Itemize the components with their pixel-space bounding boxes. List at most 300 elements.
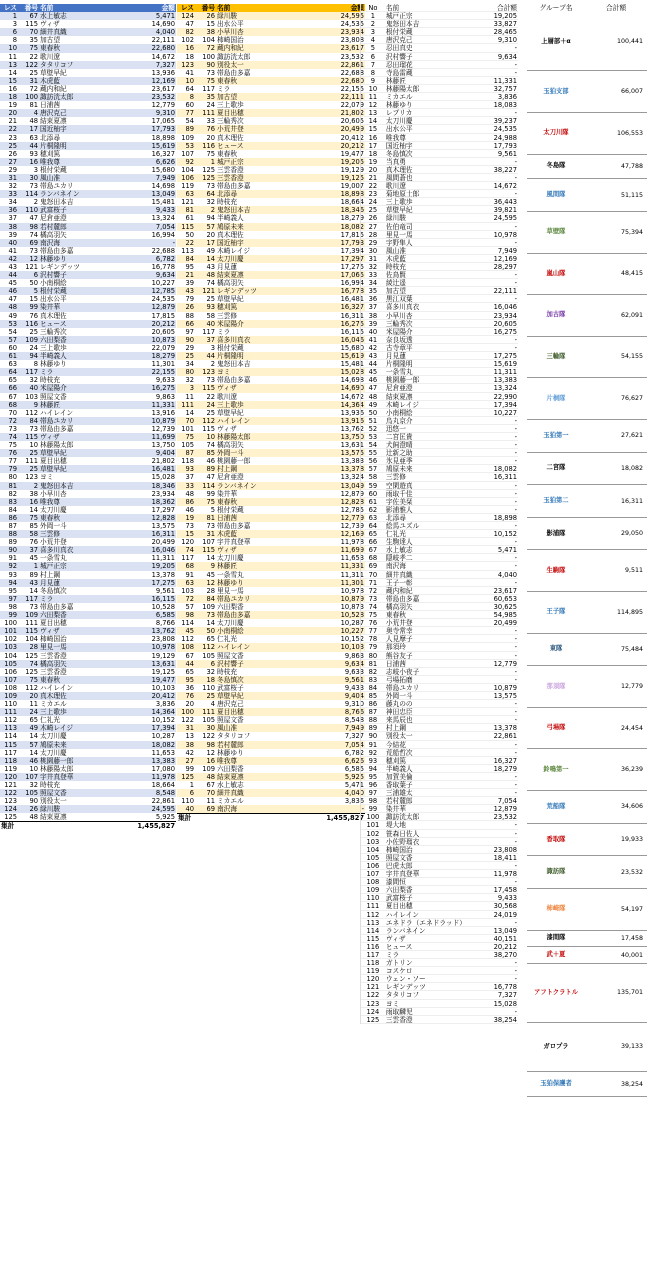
table_b-cell[interactable]: 75: [185, 432, 194, 441]
table_c-cell[interactable]: 小南桐絵: [385, 408, 413, 416]
table_c-cell[interactable]: 三雲修: [385, 473, 406, 481]
table_b-cell[interactable]: 13,750: [340, 432, 364, 441]
table_b-cell[interactable]: 13,936: [340, 408, 364, 417]
table_a-cell[interactable]: 23: [8, 133, 17, 142]
table_c-cell[interactable]: 16,046: [493, 303, 517, 311]
table_b-cell[interactable]: 林藤陽太郎: [217, 432, 251, 441]
table_b-cell[interactable]: 14: [206, 554, 215, 563]
table_b-cell[interactable]: 22,111: [340, 93, 364, 102]
table_a-cell[interactable]: 1: [33, 562, 38, 571]
table_b-cell[interactable]: 16,311: [340, 311, 364, 320]
table_a-cell[interactable]: 14,698: [151, 182, 175, 191]
table_c-cell[interactable]: 62: [368, 505, 378, 513]
table_c-cell[interactable]: 巴虎太郎: [385, 861, 413, 870]
table_a-cell[interactable]: 水上敏志: [40, 12, 67, 21]
table_c-cell[interactable]: 犬飼澄晴: [385, 441, 413, 449]
table_c-cell[interactable]: 7,054: [497, 797, 517, 805]
group-total[interactable]: 24,454: [620, 724, 643, 732]
table_a-cell[interactable]: 三雲修: [40, 530, 61, 539]
table_a-cell[interactable]: ミカエル: [40, 700, 67, 709]
table_b-cell[interactable]: 村上鋼: [217, 465, 238, 474]
table_a-cell[interactable]: 25: [29, 465, 38, 474]
table_a-cell[interactable]: 29: [8, 165, 17, 174]
table_c-cell[interactable]: -: [514, 781, 517, 789]
table_b-cell[interactable]: 10,103: [340, 643, 364, 652]
table_a-cell[interactable]: 31: [8, 173, 17, 182]
table_c-cell[interactable]: 林藤匠: [385, 76, 406, 84]
table_a-cell[interactable]: 時枝充: [40, 376, 61, 385]
table_b-cell[interactable]: 1: [189, 781, 194, 789]
table_b-cell[interactable]: 34: [185, 360, 194, 369]
table_b-cell[interactable]: 林藤匠: [217, 562, 238, 571]
group-name[interactable]: 玉狛第二: [543, 497, 569, 504]
table_c-cell[interactable]: 124: [366, 1007, 380, 1015]
table_a-header-cell[interactable]: レス: [3, 4, 17, 12]
table_a-cell[interactable]: 70: [8, 408, 17, 417]
table_a-cell[interactable]: 90: [8, 546, 17, 555]
table_c-cell[interactable]: -: [514, 424, 517, 432]
table_c-cell[interactable]: 54,985: [493, 611, 517, 619]
table_c-cell[interactable]: 村上鋼: [385, 724, 406, 732]
table_a-cell[interactable]: 37: [29, 546, 38, 555]
table_c-cell[interactable]: 110: [366, 894, 380, 902]
table_a-cell[interactable]: 23,617: [151, 84, 175, 93]
group-total[interactable]: 48,415: [620, 270, 643, 278]
table_b-cell[interactable]: 11,978: [340, 538, 364, 547]
table_b-cell[interactable]: 1: [210, 157, 215, 166]
table_a-cell[interactable]: 草壁早紀: [40, 465, 67, 474]
table_a-cell[interactable]: 9: [33, 400, 38, 409]
table_c-cell[interactable]: -: [514, 295, 517, 303]
table_c-cell[interactable]: 空閑遊真: [385, 481, 413, 489]
table_c-cell[interactable]: -: [514, 190, 517, 198]
table_b-cell[interactable]: 109: [202, 764, 215, 773]
table_c-cell[interactable]: 29: [368, 238, 378, 246]
table_c-cell[interactable]: 諏訪洸太郎: [385, 813, 420, 821]
table_b-cell[interactable]: ミラ: [217, 327, 231, 336]
table_b-cell[interactable]: 米屋陽介: [217, 319, 244, 328]
group-name[interactable]: 香取隊: [546, 835, 566, 843]
table_c-cell[interactable]: -: [514, 716, 517, 724]
table_b-cell[interactable]: 加古望: [217, 93, 238, 102]
table_a-cell[interactable]: 18,279: [151, 352, 175, 361]
table_b-header-cell[interactable]: 番号: [201, 4, 215, 12]
table_c-cell[interactable]: 24,019: [493, 910, 517, 918]
table_b-cell[interactable]: 73: [206, 182, 215, 191]
group-total[interactable]: 100,441: [616, 38, 643, 46]
table_c-cell[interactable]: 22,111: [493, 287, 517, 295]
table_c-cell[interactable]: 35: [368, 287, 378, 295]
table_a-cell[interactable]: 12,739: [151, 424, 175, 433]
table_a-cell[interactable]: 25: [29, 68, 38, 77]
table_c-cell[interactable]: 冬島慎次: [385, 149, 413, 157]
table_a-cell[interactable]: 27: [8, 157, 17, 166]
table_c-cell[interactable]: -: [514, 740, 517, 748]
table_a-cell[interactable]: 106: [4, 667, 17, 676]
table_c-cell[interactable]: 1: [370, 12, 376, 20]
table_c-cell[interactable]: 13,575: [493, 691, 517, 700]
table_a-cell[interactable]: 25: [29, 327, 38, 336]
table_c-cell[interactable]: 46: [368, 376, 378, 384]
table_b-cell[interactable]: 73: [206, 68, 215, 77]
table_a-cell[interactable]: 103: [4, 643, 17, 652]
table_b-cell[interactable]: 細井真織: [217, 789, 244, 798]
table_c-cell[interactable]: 13,049: [493, 926, 517, 934]
table_a-cell[interactable]: 照屋文香: [40, 789, 67, 798]
table_a-cell[interactable]: 80: [8, 473, 17, 482]
table_c-cell[interactable]: 65: [368, 530, 378, 538]
table_a-cell[interactable]: 8,766: [155, 619, 175, 628]
table_c-cell[interactable]: 125: [366, 1015, 380, 1023]
table_a-cell[interactable]: 三輪秀次: [40, 327, 67, 336]
table_c-cell[interactable]: 菊地原士郎: [385, 190, 420, 198]
table_c-cell[interactable]: -: [514, 457, 517, 465]
table_c-cell[interactable]: 生駒達人: [385, 538, 413, 546]
table_a-cell[interactable]: 国近柚宇: [40, 125, 67, 134]
table_c-cell[interactable]: 15,028: [493, 999, 517, 1007]
table_b-cell[interactable]: 里見一馬: [217, 586, 244, 595]
table_b-cell[interactable]: 112: [181, 635, 194, 644]
table_b-cell[interactable]: 84: [206, 594, 215, 603]
table_c-cell[interactable]: 53: [368, 432, 378, 441]
table_a-cell[interactable]: 115: [25, 432, 38, 441]
table_a-cell[interactable]: 16: [29, 497, 38, 506]
table_b-cell[interactable]: 100: [181, 708, 194, 717]
table_c-cell[interactable]: 97: [368, 789, 378, 797]
table_b-cell[interactable]: 帯島由多嘉: [217, 68, 251, 77]
table_c-cell[interactable]: 水上敏志: [385, 546, 413, 554]
table_b-header-cell[interactable]: 金額: [350, 4, 364, 12]
table_a-cell[interactable]: 28: [29, 643, 38, 652]
table_a-cell[interactable]: 16: [8, 84, 17, 93]
table_b-cell[interactable]: 15: [185, 530, 194, 539]
table_c-cell[interactable]: 33,827: [493, 20, 517, 28]
table_a-cell[interactable]: 帯島ユカリ: [40, 182, 74, 191]
table_a-cell[interactable]: 10,873: [151, 335, 175, 344]
table_c-cell[interactable]: 113: [366, 918, 380, 926]
table_a-cell[interactable]: レギンデッツ: [40, 263, 80, 271]
table_c-cell[interactable]: -: [514, 789, 517, 797]
table_a-cell[interactable]: 74: [8, 432, 17, 441]
table_a-cell[interactable]: 17,793: [151, 125, 175, 134]
table_b-cell[interactable]: 73: [206, 522, 215, 530]
table_c-cell[interactable]: 49: [368, 400, 378, 408]
table_c-cell[interactable]: 11,978: [493, 870, 517, 878]
table_b-cell[interactable]: 85: [206, 449, 215, 458]
table_c-cell[interactable]: 23,617: [493, 586, 517, 594]
table_b-cell[interactable]: 9,310: [344, 700, 364, 709]
table_c-cell[interactable]: 沢村響子: [385, 52, 413, 60]
table_b-cell[interactable]: 6,585: [344, 764, 364, 773]
table_b-cell[interactable]: 104: [202, 36, 215, 45]
table_c-cell[interactable]: 40: [368, 327, 378, 335]
table_a-cell[interactable]: 112: [25, 683, 38, 692]
group-name[interactable]: アフトクラトル: [534, 988, 578, 996]
table_c-cell[interactable]: 33: [368, 271, 378, 279]
table_c-cell[interactable]: 76: [368, 619, 378, 627]
table_b-cell[interactable]: 33: [185, 481, 194, 490]
table_b-cell[interactable]: 5: [210, 505, 215, 514]
group-name[interactable]: 太刀川隊: [543, 129, 569, 137]
table_b-cell[interactable]: 31: [206, 530, 215, 539]
table_b-cell[interactable]: 13,049: [340, 481, 364, 490]
table_a-cell[interactable]: ハイレイン: [40, 408, 74, 417]
table_a-cell[interactable]: 20: [29, 691, 38, 700]
table_c-cell[interactable]: 片桐隆明: [385, 360, 413, 368]
table_a-cell[interactable]: 米屋陽介: [40, 384, 67, 393]
table_b-cell[interactable]: 115: [202, 424, 215, 433]
table_b-cell[interactable]: 73: [206, 376, 215, 385]
table_c-cell[interactable]: 城戸正宗: [385, 12, 413, 20]
table_a-cell[interactable]: 49: [29, 724, 38, 733]
table_b-cell[interactable]: 外岡一斗: [217, 449, 244, 458]
table_c-cell[interactable]: 黒江双葉: [385, 295, 413, 303]
table_b-cell[interactable]: 105: [202, 651, 215, 660]
group-total[interactable]: 51,115: [620, 191, 643, 199]
table_b-cell[interactable]: 33: [206, 117, 215, 126]
table_c-cell[interactable]: 59: [368, 481, 378, 489]
table_c-cell[interactable]: 三雲香澄: [385, 1015, 413, 1023]
group-total[interactable]: 106,553: [616, 129, 643, 137]
table_a-cell[interactable]: 48: [29, 813, 38, 822]
table_a-cell[interactable]: 14,690: [151, 20, 175, 29]
table_a-cell[interactable]: 11,301: [151, 360, 175, 369]
table_a-cell[interactable]: 117: [25, 594, 38, 603]
table_b-cell[interactable]: 11: [206, 797, 215, 806]
table_b-cell[interactable]: 16,327: [340, 303, 364, 312]
table_a-cell[interactable]: 14,672: [151, 52, 175, 61]
table_c-cell[interactable]: 57: [368, 465, 378, 473]
table_c-cell[interactable]: 帯島由多嘉: [385, 594, 420, 602]
table_c-cell[interactable]: 緑川駿: [385, 214, 406, 222]
table_a-cell[interactable]: 33: [8, 190, 17, 199]
table_a-cell[interactable]: 36: [8, 206, 17, 215]
table_a-cell[interactable]: 16,778: [151, 263, 175, 271]
table_a-cell[interactable]: 74: [29, 659, 38, 668]
group-name[interactable]: 柿崎隊: [546, 905, 566, 913]
table_c-cell[interactable]: 7: [370, 60, 376, 68]
table_b-cell[interactable]: 39: [185, 279, 194, 288]
table_b-cell[interactable]: 103: [181, 586, 194, 595]
table_a-cell[interactable]: 6,585: [155, 611, 175, 620]
table_a-cell[interactable]: 75: [29, 44, 38, 53]
table_b-cell[interactable]: 75: [206, 149, 215, 158]
table_b-cell[interactable]: 13,383: [340, 457, 364, 466]
table_a-cell[interactable]: 110: [25, 206, 38, 215]
table_c-cell[interactable]: 当真勇: [385, 157, 406, 165]
table_b-cell[interactable]: 2: [210, 206, 215, 215]
table_b-cell[interactable]: 26: [206, 12, 215, 21]
table_b-cell[interactable]: 120: [181, 538, 194, 547]
group-total[interactable]: 29,050: [620, 530, 643, 538]
table_b-cell[interactable]: 37: [206, 335, 215, 344]
table_a-cell[interactable]: 103: [25, 392, 38, 401]
table_c-cell[interactable]: 80: [368, 651, 378, 659]
table_c-cell[interactable]: エネドラ（エネドラッド）: [385, 918, 466, 926]
table_a-cell[interactable]: 宇井真登華: [40, 772, 74, 781]
table_a-cell[interactable]: 54: [8, 327, 17, 336]
table_c-cell[interactable]: 絵馬ユズル: [385, 522, 420, 530]
table_a-cell[interactable]: 13,762: [151, 627, 175, 636]
table_a-cell[interactable]: 木虎藍: [40, 76, 61, 85]
table_c-cell[interactable]: 60,653: [493, 594, 517, 602]
group-name[interactable]: 草壁隊: [546, 228, 566, 236]
table_b-cell[interactable]: 73: [185, 522, 194, 530]
table_b-cell[interactable]: 65: [206, 635, 215, 644]
table_a-cell[interactable]: 22,688: [151, 246, 175, 255]
table_a-cell[interactable]: 22,079: [151, 343, 175, 352]
table_b-cell[interactable]: 六田梨香: [217, 764, 244, 773]
table_b-cell[interactable]: 75: [206, 497, 215, 506]
table_a-cell[interactable]: 三上歌歩: [40, 343, 67, 352]
table_c-cell[interactable]: ミラ: [385, 950, 400, 959]
table_a-cell[interactable]: 23,532: [151, 93, 175, 102]
table_c-cell[interactable]: 102: [366, 829, 380, 837]
group-total[interactable]: 23,532: [620, 868, 643, 876]
table_c-cell[interactable]: 17,275: [493, 352, 517, 360]
table_c-cell[interactable]: 111: [366, 902, 380, 910]
table_c-cell[interactable]: 三上歌歩: [385, 198, 413, 206]
table_a-cell[interactable]: 19,125: [151, 667, 175, 676]
group-total[interactable]: 38,254: [620, 1080, 643, 1088]
table_b-cell[interactable]: 24: [206, 101, 215, 110]
table_b-cell[interactable]: ハイレイン: [217, 416, 251, 425]
table_b-cell[interactable]: 123: [202, 368, 215, 377]
table_a-cell[interactable]: 5: [33, 287, 38, 296]
table_b-cell[interactable]: 三雲香澄: [217, 165, 244, 174]
table_a-cell[interactable]: 22,155: [151, 368, 175, 377]
table_b-cell[interactable]: 110: [202, 683, 215, 692]
table_b-cell[interactable]: 12,879: [340, 489, 364, 498]
table_b-cell[interactable]: 尼倉亜澄: [217, 473, 244, 482]
table_b-cell[interactable]: 112: [202, 416, 215, 425]
table_b-cell[interactable]: 林藤ゆり: [217, 748, 244, 757]
table_a-cell[interactable]: 結束夏凛: [40, 117, 67, 126]
table_b-cell[interactable]: 22,680: [340, 76, 364, 85]
table_b-cell[interactable]: 66: [185, 319, 194, 328]
table_c-cell[interactable]: 今結花: [385, 740, 406, 748]
table_b-cell[interactable]: 32: [206, 667, 215, 676]
table_b-cell[interactable]: 4: [210, 700, 215, 709]
table_a-cell[interactable]: 18,362: [151, 497, 175, 506]
table_b-cell[interactable]: 40: [185, 805, 194, 814]
table_c-cell[interactable]: 68: [368, 554, 378, 562]
table_c-cell[interactable]: 30,568: [493, 902, 517, 910]
table_b-cell[interactable]: 13,762: [340, 424, 364, 433]
table_a-cell[interactable]: 90: [29, 797, 38, 806]
table_a-cell[interactable]: 24,595: [151, 805, 175, 814]
table_b-cell[interactable]: 89: [206, 465, 215, 474]
table_b-cell[interactable]: 17,275: [340, 263, 364, 271]
table_a-cell[interactable]: 73: [8, 424, 17, 433]
table_a-cell[interactable]: 75: [29, 675, 38, 684]
table_a-cell[interactable]: 別役太一: [40, 797, 67, 806]
table_b-cell[interactable]: 81: [206, 513, 215, 522]
table_a-cell[interactable]: 尼倉亜澄: [40, 214, 67, 223]
table_a-cell[interactable]: 84: [29, 416, 38, 425]
table_c-cell[interactable]: 結束夏凛: [385, 392, 413, 400]
table_a-cell[interactable]: 10,978: [151, 643, 175, 652]
table_b-cell[interactable]: 113: [181, 246, 194, 255]
table_a-cell[interactable]: 77: [8, 457, 17, 466]
table_c-cell[interactable]: 119: [366, 967, 380, 975]
table_a-cell[interactable]: 16,311: [151, 530, 175, 539]
table_b-cell[interactable]: 9,433: [344, 683, 364, 692]
table_b-cell[interactable]: 50: [206, 627, 215, 636]
table_b-cell[interactable]: 11: [185, 392, 194, 401]
table_a-cell[interactable]: 14: [29, 505, 38, 514]
table_c-cell[interactable]: -: [514, 821, 517, 829]
table_b-cell[interactable]: 17,394: [340, 246, 364, 255]
table_a-cell[interactable]: 81: [8, 481, 17, 490]
table_a-cell[interactable]: 11: [29, 700, 38, 709]
table_a-cell[interactable]: 111: [25, 619, 38, 628]
group-name[interactable]: 荒船隊: [546, 802, 566, 810]
table_b-cell[interactable]: 8,766: [344, 708, 364, 717]
table_c-cell[interactable]: 115: [366, 934, 380, 942]
table_b-cell[interactable]: 18,664: [340, 198, 364, 207]
table_c-cell[interactable]: 54: [368, 441, 378, 449]
table_a-cell[interactable]: 緑川駿: [40, 805, 61, 814]
table_b-cell[interactable]: 82: [185, 28, 194, 37]
table_a-cell[interactable]: 3,836: [155, 700, 175, 709]
table_a-cell[interactable]: 13,383: [151, 756, 175, 765]
table_a-cell[interactable]: 53: [8, 319, 17, 328]
table_b-cell[interactable]: 16,778: [340, 287, 364, 296]
table_a-cell[interactable]: 125: [25, 667, 38, 676]
table_a-cell[interactable]: 夏目出穂: [40, 457, 67, 466]
table_c-cell[interactable]: 9,310: [497, 36, 517, 44]
table_b-cell[interactable]: 月見蓮: [217, 263, 238, 271]
table_b-cell[interactable]: 107: [202, 538, 215, 547]
table_b-cell[interactable]: 18,279: [340, 214, 364, 223]
table_a-cell[interactable]: 帯島ユカリ: [40, 416, 74, 425]
table_b-cell[interactable]: 50: [185, 230, 194, 239]
table_c-cell[interactable]: 神田忠臣: [385, 708, 413, 716]
table_b-cell[interactable]: 22,155: [340, 84, 364, 93]
table_b-cell[interactable]: 63: [185, 578, 194, 587]
table_a-cell[interactable]: 116: [25, 319, 38, 328]
table_b-cell[interactable]: 10,152: [340, 635, 364, 644]
table_b-cell[interactable]: 84: [185, 254, 194, 263]
table_b-cell[interactable]: 11,311: [340, 570, 364, 579]
table_a-cell[interactable]: 66: [8, 384, 17, 393]
table_a-cell[interactable]: 太刀川慶: [40, 505, 67, 514]
group-total[interactable]: 47,788: [620, 162, 643, 170]
table_b-cell[interactable]: 79: [185, 295, 194, 304]
table_b-cell[interactable]: 21,802: [340, 109, 364, 118]
table_a-cell[interactable]: 76: [29, 538, 38, 547]
table_c-cell[interactable]: 日浦茜: [385, 659, 406, 667]
group-total[interactable]: 114,895: [616, 608, 643, 616]
table_c-cell[interactable]: 87: [368, 708, 378, 716]
table_c-cell[interactable]: -: [514, 449, 517, 457]
table_a-cell[interactable]: 63: [8, 360, 17, 369]
table_c-cell[interactable]: 69: [368, 562, 378, 570]
table_c-cell[interactable]: 帯島ユカリ: [385, 683, 420, 691]
table_a-cell[interactable]: 124: [4, 805, 17, 814]
table_b-cell[interactable]: 16,275: [340, 319, 364, 328]
table_a-cell[interactable]: 16,481: [151, 465, 175, 474]
table_c-cell[interactable]: 32: [368, 263, 378, 271]
table_a-cell[interactable]: 31: [29, 76, 38, 85]
table_b-cell[interactable]: 小荒井登: [217, 125, 244, 134]
table_a-cell[interactable]: 18,346: [151, 481, 175, 490]
table_a-cell[interactable]: 75: [29, 513, 38, 522]
table_b-cell[interactable]: 16,115: [340, 327, 364, 336]
table_a-cell[interactable]: 蔵内和紀: [40, 84, 67, 93]
table_c-cell[interactable]: -: [514, 489, 517, 497]
